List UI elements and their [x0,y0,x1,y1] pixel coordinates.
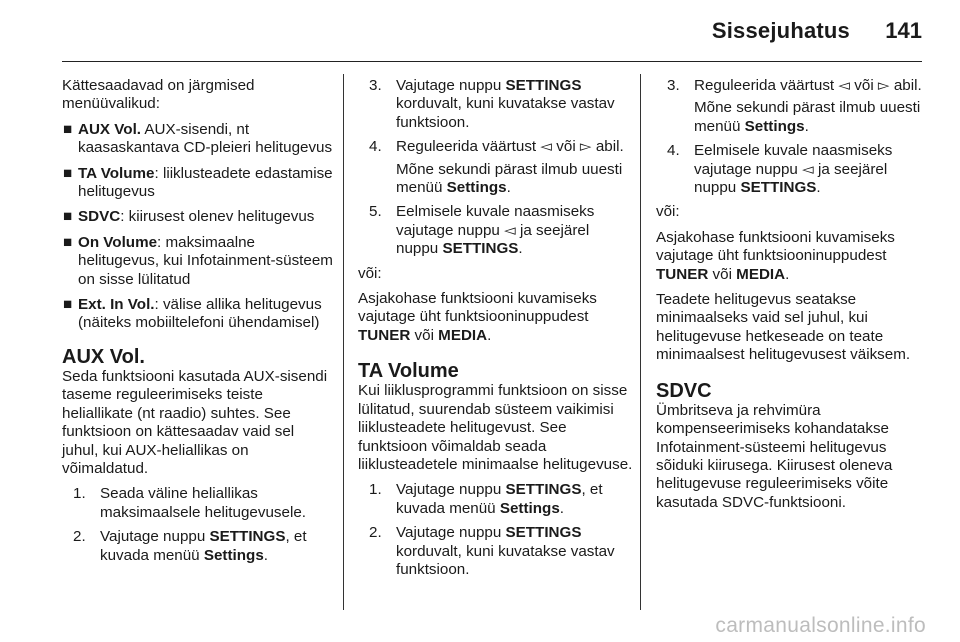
section-heading-sdvc: SDVC [656,379,712,402]
settings-key: SETTINGS [505,77,582,94]
bullet-on-volume [62,234,334,289]
step-item [667,142,926,197]
page-title: Sissejuhatus [711,18,850,43]
alternative-text [358,290,633,345]
step-text: korduvalt, kuni kuvatakse vastav funktsioon. [396,95,615,131]
step-text: abil. [591,138,624,156]
step-item [73,485,334,522]
settings-menu: Settings [744,117,805,135]
settings-menu: Settings [446,179,507,197]
step-number: 3. [667,77,680,94]
watermark: carmanualsonline.info [715,614,926,637]
bullet-square-icon: ■ [63,164,73,182]
step-text: . [263,546,269,564]
step-text: . [518,240,523,258]
settings-key: SETTINGS [442,240,519,258]
bullet-text: : maksimaalne helitugevus, kui Infotainment-süsteem on sisse lülitatud [78,233,333,288]
step-text: Vajutage nuppu [396,77,506,94]
section-body: Kui liiklusprogrammi funktsioon on sisse lülitatud, suurendab süsteem vaikimisi liiklusteadete helitugevust. See funktsioon võimaldab seada liiklusteadetele minimaalse helitugevuse. [358,382,633,473]
step-text: Vajutage nuppu [396,524,506,542]
step-text: Vajutage nuppu [396,481,506,499]
step-text: Eelmisele kuvale naasmiseks vajutage nuppu [694,142,893,178]
step-item [369,203,633,258]
step-item [667,77,926,136]
alt-text: Asjakohase funktsiooni kuvamiseks vajutage üht funktsiooninuppudest [656,228,895,265]
step-number: 2. [73,528,86,546]
step-note [396,161,633,198]
step-text: . [816,179,821,197]
settings-key: SETTINGS [505,524,582,542]
step-text: , et kuvada menüü [100,528,307,564]
section-body: Seda funktsiooni kasutada AUX-sisendi taseme reguleerimiseks teiste heliallikate (nt raadio) suhtes. See funktsioon on kättesaadav vaid sel juhul, kui AUX-heliallikas on võimaldatud. [62,367,328,477]
column-1 [62,77,334,571]
step-text: Reguleerida väärtust [694,77,839,94]
page-header [0,0,960,62]
note-text: Mõne sekundi pärast ilmub uuesti menüü [694,99,921,135]
step-item [369,138,633,197]
arrow-right-icon: ▻ [877,77,890,94]
note-text: . [506,179,511,197]
tuner-key: TUNER [656,265,709,283]
alternative-text [656,229,926,284]
minimum-volume-note: Teadete helitugevus seatakse minimaalseks vaid sel juhul, kui helitugevuse hetkeseade on teate minimaalsest helitugevusest väiksem. [656,291,911,364]
arrow-left-icon: ◅ [802,160,814,178]
step-number: 1. [73,485,86,503]
bullet-square-icon: ■ [63,208,73,226]
bullet-text: : liiklusteadete edastamise helitugevus [78,164,333,201]
alt-text: või [708,265,737,283]
step-number: 3. [369,77,382,94]
step-item [369,77,633,132]
bullet-square-icon: ■ [63,120,73,138]
section-heading-aux-vol: AUX Vol. [62,345,145,368]
step-text: abil. [889,77,922,94]
bullet-text: : välise allika helitugevus (näiteks mobiiltelefoni ühendamisel) [78,296,322,332]
bullet-term: TA Volume [78,164,155,182]
menu-intro: Kättesaadavad on järgmised menüüvalikud: [62,77,255,113]
step-number: 5. [369,203,382,221]
section-heading-ta-volume: TA Volume [358,360,459,383]
tuner-key: TUNER [358,326,411,344]
settings-key: SETTINGS [209,528,286,546]
alt-text: . [487,326,492,344]
step-item [73,528,334,565]
alt-text: või [410,326,439,344]
step-text: Seada väline heliallikas maksimaalsele helitugevusele. [100,485,306,521]
step-number: 4. [369,138,382,156]
media-key: MEDIA [438,326,488,344]
arrow-right-icon: ▻ [579,138,592,156]
step-text: Eelmisele kuvale naasmiseks vajutage nuppu [396,203,595,239]
or-text: või: [656,203,680,221]
bullet-term: SDVC [78,208,121,226]
alt-text: . [785,265,790,283]
step-text: Vajutage nuppu [100,528,210,546]
step-text: , et kuvada menüü [396,481,603,517]
bullet-square-icon: ■ [63,296,73,314]
bullet-sdvc [62,208,334,226]
bullet-text: AUX-sisendi, nt kaasaskantava CD-pleieri helitugevus [78,120,333,157]
step-item [369,481,633,518]
bullet-ext-in-vol [62,296,334,333]
bullet-term: On Volume [78,233,158,251]
alt-text: Asjakohase funktsiooni kuvamiseks vajutage üht funktsiooninuppudest [358,290,597,326]
step-text: korduvalt, kuni kuvatakse vastav funktsioon. [396,542,615,578]
bullet-aux-vol [62,121,334,158]
note-text: . [804,117,809,135]
arrow-left-icon: ◅ [504,221,516,239]
or-text: või: [358,264,382,282]
step-number: 4. [667,142,680,160]
header-rule [62,61,922,62]
step-number: 1. [369,481,382,499]
column-divider-1 [343,74,344,610]
bullet-ta-volume [62,165,334,202]
bullet-square-icon: ■ [63,233,73,251]
settings-menu: Settings [499,499,560,517]
arrow-left-icon: ◅ [838,77,851,94]
bullet-term: Ext. In Vol. [78,296,155,314]
note-text: Mõne sekundi pärast ilmub uuesti menüü [396,160,623,197]
settings-menu: Settings [203,546,264,564]
arrow-left-icon: ◅ [540,138,553,156]
page-number: 141 [885,18,922,43]
step-text: Reguleerida väärtust [396,138,541,156]
step-text: või [552,138,580,156]
bullet-term: AUX Vol. [78,120,142,138]
column-3 [656,77,926,519]
column-2 [358,77,633,585]
bullet-text: : kiirusest olenev helitugevus [120,208,315,226]
media-key: MEDIA [736,265,786,283]
step-text: ja seejärel nuppu [694,160,888,197]
step-text: . [559,499,565,517]
step-item [369,524,633,579]
step-text: ja seejärel nuppu [396,221,590,258]
step-note [694,99,926,136]
settings-key: SETTINGS [740,179,817,197]
step-number: 2. [369,524,382,542]
step-text: või [850,77,878,94]
settings-key: SETTINGS [505,481,582,499]
section-body: Ümbritseva ja rehvimüra kompenseerimiseks kohandatakse Infotainment-süsteemi helitugevus sõiduki kiirusega. Kiirusest oleneva helitugevuse reguleerimiseks võite kasutada SDVC-funktsiooni. [656,401,893,511]
column-divider-2 [640,74,641,610]
